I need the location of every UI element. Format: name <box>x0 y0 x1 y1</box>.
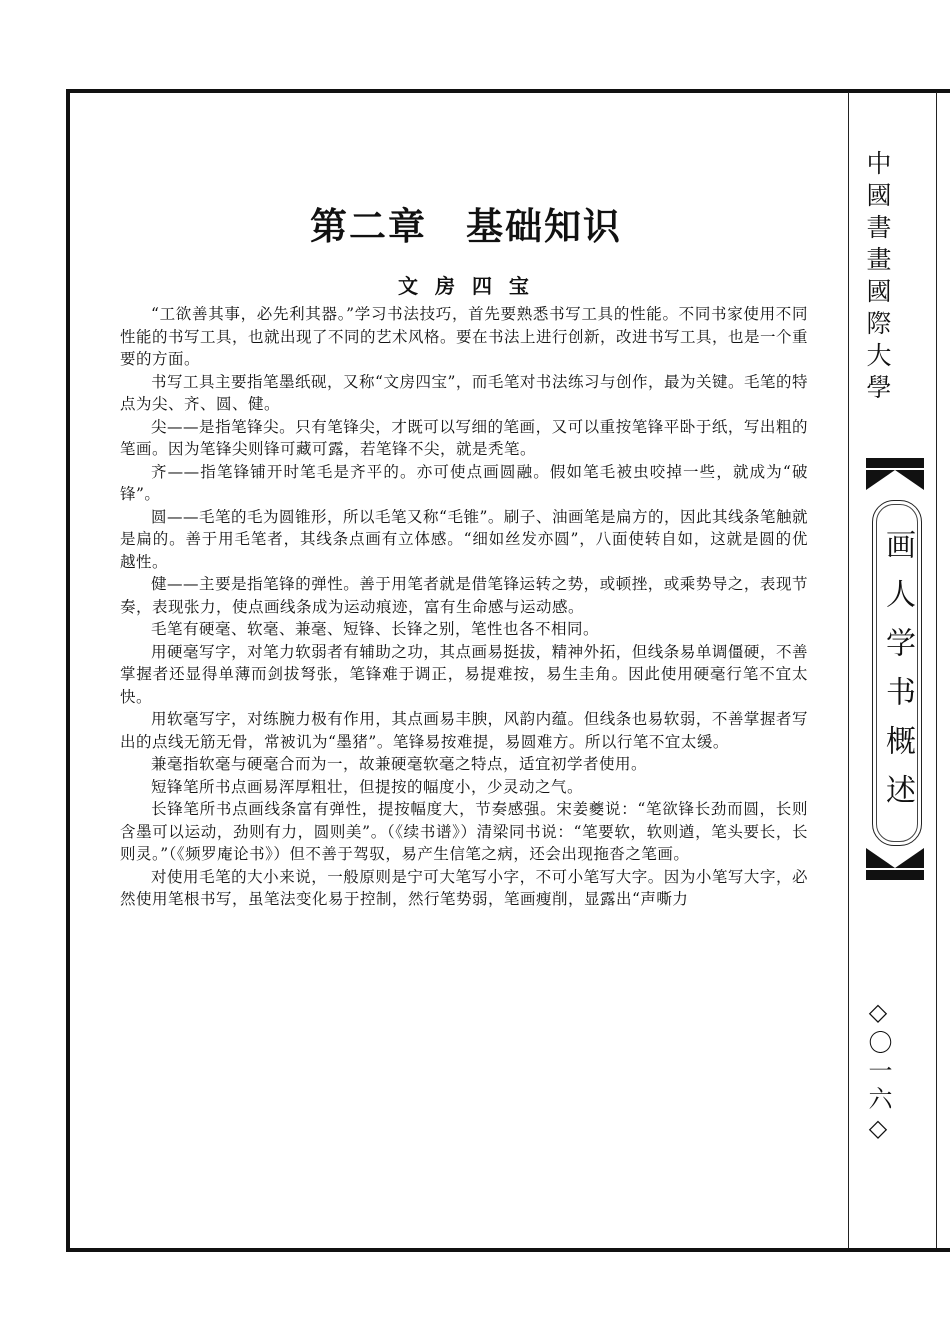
page-frame-top <box>66 89 950 93</box>
spine-university-title: 中國書畫國際大學 <box>863 150 892 406</box>
paragraph: 对使用毛笔的大小来说，一般原则是宁可大笔写小字，不可小笔写大字。因为小笔写大字，必然使用笔根书写，虽笔法变化易于控制，然行笔势弱，笔画瘦削，显露出“声嘶力 <box>120 867 808 908</box>
spine-ornament-tab-bottom <box>866 848 924 868</box>
paragraph: 用硬毫写字，对笔力软弱者有辅助之功，其点画易挺拔，精神外拓，但线条易单调僵硬，不善掌握者还显得单薄而剑拔弩张，笔锋难于调正，易提难按，易生圭角。因此使用硬毫行笔不宜太快。 <box>120 642 808 706</box>
paragraph: 圆——毛笔的毛为圆锥形，所以毛笔又称“毛锥”。刷子、油画笔是扁方的，因此其线条笔触就是扁的。善于用毛笔者，其线条点画有立体感。“细如丝发亦圆”，八面使转自如，这就是圆的优越性。 <box>120 507 808 571</box>
body-text <box>120 303 808 911</box>
paragraph: 齐——指笔锋铺开时笔毛是齐平的。亦可使点画圆融。假如笔毛被虫咬掉一些，就成为“破锋”。 <box>120 462 808 503</box>
section-heading: 文 房 四 宝 <box>398 274 534 298</box>
spine-ornament-bar-top <box>866 458 924 468</box>
spine-divider-left <box>848 92 849 1248</box>
paragraph: 书写工具主要指笔墨纸砚，又称“文房四宝”，而毛笔对书法练习与创作，最为关键。毛笔的特点为尖、齐、圆、健。 <box>120 372 808 413</box>
paragraph: 健——主要是指笔锋的弹性。善于用笔者就是借笔锋运转之势，或顿挫，或乘势导之，表现节奏，表现张力，使点画线条成为运动痕迹，富有生命感与运动感。 <box>120 575 808 616</box>
spine-section-title: 画人学书概述 <box>880 529 915 823</box>
page-frame-bottom <box>66 1248 950 1252</box>
paragraph: 毛笔有硬毫、软毫、兼毫、短锋、长锋之别，笔性也各不相同。 <box>151 620 600 638</box>
paragraph: 兼毫指软毫与硬毫合而为一，故兼硬毫软毫之特点，适宜初学者使用。 <box>151 755 648 773</box>
paragraph: 尖——是指笔锋尖。只有笔锋尖，才既可以写细的笔画，又可以重按笔锋平卧于纸，写出粗的笔画。因为笔锋尖则锋可藏可露，若笔锋不尖，就是秃笔。 <box>120 417 808 458</box>
paragraph: 用软毫写字，对练腕力极有作用，其点画易丰腴，风韵内蕴。但线条也易软弱，不善掌握者写出的点线无筋无骨，常被讥为“墨猪”。笔锋易按难提，易圆难方。所以行笔不宜太缓。 <box>120 710 808 751</box>
page-frame-left <box>66 89 70 1251</box>
page-number: ◇〇一六◇ <box>864 998 892 1146</box>
spine-ornament-tab-top <box>866 470 924 490</box>
spine-divider-right <box>936 92 937 1248</box>
paragraph: “工欲善其事，必先利其器。”学习书法技巧，首先要熟悉书写工具的性能。不同书家使用不同性能的书写工具，也就出现了不同的艺术风格。要在书法上进行创新，改进书写工具，也是一个重要的方面。 <box>120 305 809 368</box>
paragraph: 短锋笔所书点画易浑厚粗壮，但提按的幅度小，少灵动之气。 <box>151 777 584 796</box>
paragraph: 长锋笔所书点画线条富有弹性，提按幅度大，节奏感强。宋姜夔说：“笔欲锋长劲而圆，长则含墨可以运动，劲则有力，圆则美”。（《续书谱》）清梁同书说：“笔要软，软则遒，笔头要长，长则灵。”（《频罗庵论书》）但不善于驾驭，易产生信笔之病，还会出现拖沓之笔画。 <box>120 800 808 863</box>
spine-ornament-bar-bottom <box>866 870 924 880</box>
chapter-title: 第二章 基础知识 <box>310 204 622 248</box>
